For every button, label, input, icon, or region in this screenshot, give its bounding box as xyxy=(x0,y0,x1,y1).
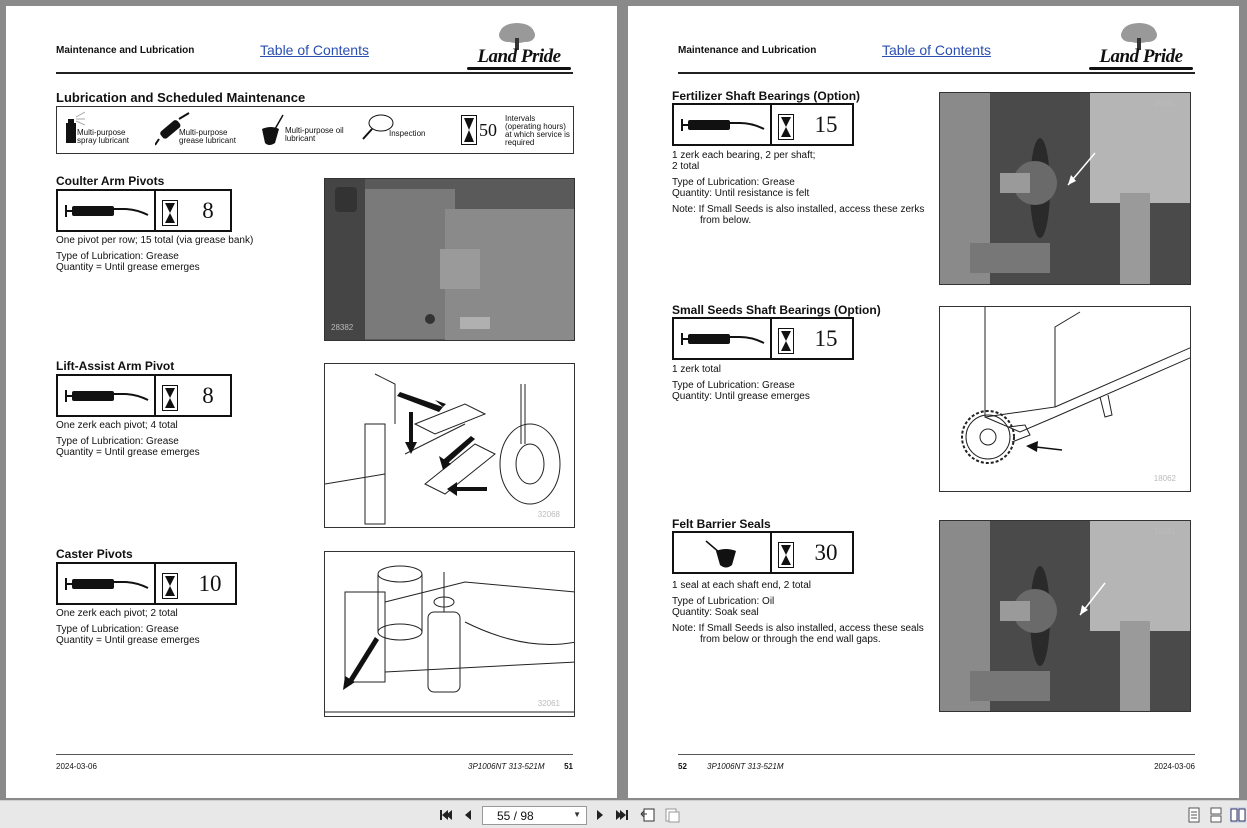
interval-hours: 8 xyxy=(202,198,214,223)
land-pride-logo xyxy=(1087,22,1195,70)
grease-gun-icon xyxy=(64,572,150,596)
grease-gun-icon xyxy=(64,384,150,408)
lubrication-box-small-seeds xyxy=(672,317,854,360)
footer-doc-number: 3P1006NT 313-521M xyxy=(707,762,784,771)
previous-page-button[interactable] xyxy=(460,807,476,823)
page-header xyxy=(678,6,1195,74)
hourglass-icon xyxy=(162,200,178,226)
photo-fertilizer-shaft-bearings xyxy=(939,92,1191,285)
interval-hours: 15 xyxy=(814,112,838,137)
single-page-view-button[interactable] xyxy=(1186,807,1202,823)
forward-view-button[interactable] xyxy=(664,807,680,823)
figure-number: 32061 xyxy=(537,699,560,708)
land-pride-logo xyxy=(465,22,573,70)
page-footer xyxy=(678,754,1195,778)
zerk-count: 1 zerk total xyxy=(672,364,721,375)
note: Note: If Small Seeds is also installed, access these zerks from below. xyxy=(672,204,925,226)
back-view-icon xyxy=(640,807,656,823)
figure-number: 18062 xyxy=(1153,474,1176,483)
lubrication-quantity: Quantity: Soak seal xyxy=(672,607,759,618)
footer-page-number: 51 xyxy=(564,762,573,771)
two-page-view-button[interactable] xyxy=(1230,807,1246,823)
right-page xyxy=(628,6,1239,798)
legend-title: Lubrication and Scheduled Maintenance xyxy=(56,90,306,105)
lubrication-quantity: Quantity: Until grease emerges xyxy=(672,391,810,402)
lubrication-box-coulter xyxy=(56,189,232,232)
forward-view-icon xyxy=(664,807,680,823)
hourglass-icon xyxy=(461,115,477,145)
next-page-button[interactable] xyxy=(592,807,608,823)
page-indicator: 55 / 98 xyxy=(497,809,534,823)
lubrication-legend xyxy=(56,106,574,154)
note: Note: If Small Seeds is also installed, access these seals from below or through the end wall gaps. xyxy=(672,623,924,645)
legend-interval: 50 Intervals (operating hours) at which service is required xyxy=(461,107,573,153)
lubrication-quantity: Quantity = Until grease emerges xyxy=(56,447,200,458)
footer-date: 2024-03-06 xyxy=(56,762,97,771)
interval-hours: 30 xyxy=(814,540,838,565)
grease-gun-icon xyxy=(680,113,766,137)
lubrication-type: Type of Lubrication: Grease xyxy=(56,251,179,262)
logo-text: Land Pride xyxy=(1099,46,1183,67)
continuous-page-icon xyxy=(1208,807,1224,823)
header-section-title: Maintenance and Lubrication xyxy=(56,45,195,56)
lubrication-box-lift-assist xyxy=(56,374,232,417)
left-page xyxy=(6,6,617,798)
hourglass-icon xyxy=(162,573,178,599)
figure-number: 16381 xyxy=(1153,99,1176,108)
table-of-contents-link[interactable]: Table of Contents xyxy=(882,42,991,58)
legend-oil: Multi-purpose oil lubricant xyxy=(259,107,349,153)
logo-underline xyxy=(467,67,571,70)
drawing-lift-assist-arm-pivot xyxy=(324,363,575,528)
lubrication-type: Type of Lubrication: Grease xyxy=(672,380,795,391)
chevron-down-icon: ▼ xyxy=(573,810,581,819)
single-page-icon xyxy=(1186,807,1202,823)
section-title-caster-pivots: Caster Pivots xyxy=(56,547,133,561)
previous-page-icon xyxy=(460,807,476,823)
figure-number: 28382 xyxy=(331,323,354,332)
footer-page-number: 52 xyxy=(678,762,687,771)
last-page-button[interactable] xyxy=(614,807,630,823)
footer-doc-number: 3P1006NT 313-521M xyxy=(468,762,545,771)
logo-underline xyxy=(1089,67,1193,70)
lubrication-box-felt-barrier xyxy=(672,531,854,574)
section-title-lift-assist-arm-pivot: Lift-Assist Arm Pivot xyxy=(56,359,175,373)
interval-hours: 8 xyxy=(202,383,214,408)
section-title-felt-barrier-seals: Felt Barrier Seals xyxy=(672,517,771,531)
lubrication-box-fertilizer xyxy=(672,103,854,146)
lubrication-type: Type of Lubrication: Grease xyxy=(56,624,179,635)
magnifying-glass-icon xyxy=(361,111,397,145)
last-page-icon xyxy=(614,807,630,823)
back-view-button[interactable] xyxy=(640,807,656,823)
oil-can-icon xyxy=(702,537,742,571)
legend-grease: Multi-purpose grease lubricant xyxy=(153,107,253,153)
hourglass-icon xyxy=(778,328,794,354)
two-page-icon xyxy=(1230,807,1246,823)
hourglass-icon xyxy=(778,542,794,568)
lubrication-quantity: Quantity = Until grease emerges xyxy=(56,262,200,273)
oil-can-icon xyxy=(259,111,285,149)
lubrication-type: Type of Lubrication: Grease xyxy=(672,177,795,188)
hourglass-icon xyxy=(778,114,794,140)
drawing-small-seeds-shaft-bearings xyxy=(939,306,1191,492)
section-title-small-seeds-shaft-bearings: Small Seeds Shaft Bearings (Option) xyxy=(672,303,881,317)
first-page-button[interactable] xyxy=(438,807,454,823)
legend-inspection: Inspection xyxy=(357,107,447,153)
zerk-total: 2 total xyxy=(672,161,700,172)
viewer-toolbar xyxy=(0,800,1247,828)
lubrication-quantity: Quantity: Until resistance is felt xyxy=(672,188,810,199)
table-of-contents-link[interactable]: Table of Contents xyxy=(260,42,369,58)
next-page-icon xyxy=(592,807,608,823)
continuous-view-button[interactable] xyxy=(1208,807,1224,823)
lubrication-type: Type of Lubrication: Grease xyxy=(56,436,179,447)
section-title-coulter-arm-pivots: Coulter Arm Pivots xyxy=(56,174,165,188)
zerk-count: One pivot per row; 15 total (via grease bank) xyxy=(56,235,254,246)
lubrication-quantity: Quantity = Until grease emerges xyxy=(56,635,200,646)
footer-date: 2024-03-06 xyxy=(1154,762,1195,771)
first-page-icon xyxy=(438,807,454,823)
drawing-caster-pivots xyxy=(324,551,575,717)
page-number-select[interactable] xyxy=(482,806,587,825)
zerk-count: One zerk each pivot; 2 total xyxy=(56,608,178,619)
figure-number: 16381 xyxy=(1153,527,1176,536)
lubrication-type: Type of Lubrication: Oil xyxy=(672,596,775,607)
zerk-count: 1 zerk each bearing, 2 per shaft; xyxy=(672,150,816,161)
page-header xyxy=(56,6,573,74)
photo-coulter-arm-pivots xyxy=(324,178,575,341)
header-section-title: Maintenance and Lubrication xyxy=(678,45,817,56)
section-title-fertilizer-shaft-bearings: Fertilizer Shaft Bearings (Option) xyxy=(672,89,861,103)
figure-number: 32068 xyxy=(537,510,560,519)
legend-spray: Multi-purpose spray lubricant xyxy=(61,107,151,153)
photo-felt-barrier-seals xyxy=(939,520,1191,712)
grease-gun-icon xyxy=(64,199,150,223)
zerk-count: One zerk each pivot; 4 total xyxy=(56,420,178,431)
hourglass-icon xyxy=(162,385,178,411)
interval-hours: 15 xyxy=(814,326,838,351)
lubrication-box-caster xyxy=(56,562,237,605)
page-footer xyxy=(56,754,573,778)
logo-text: Land Pride xyxy=(477,46,561,67)
seal-count: 1 seal at each shaft end, 2 total xyxy=(672,580,811,591)
interval-hours: 10 xyxy=(198,571,222,596)
grease-gun-icon xyxy=(680,327,766,351)
